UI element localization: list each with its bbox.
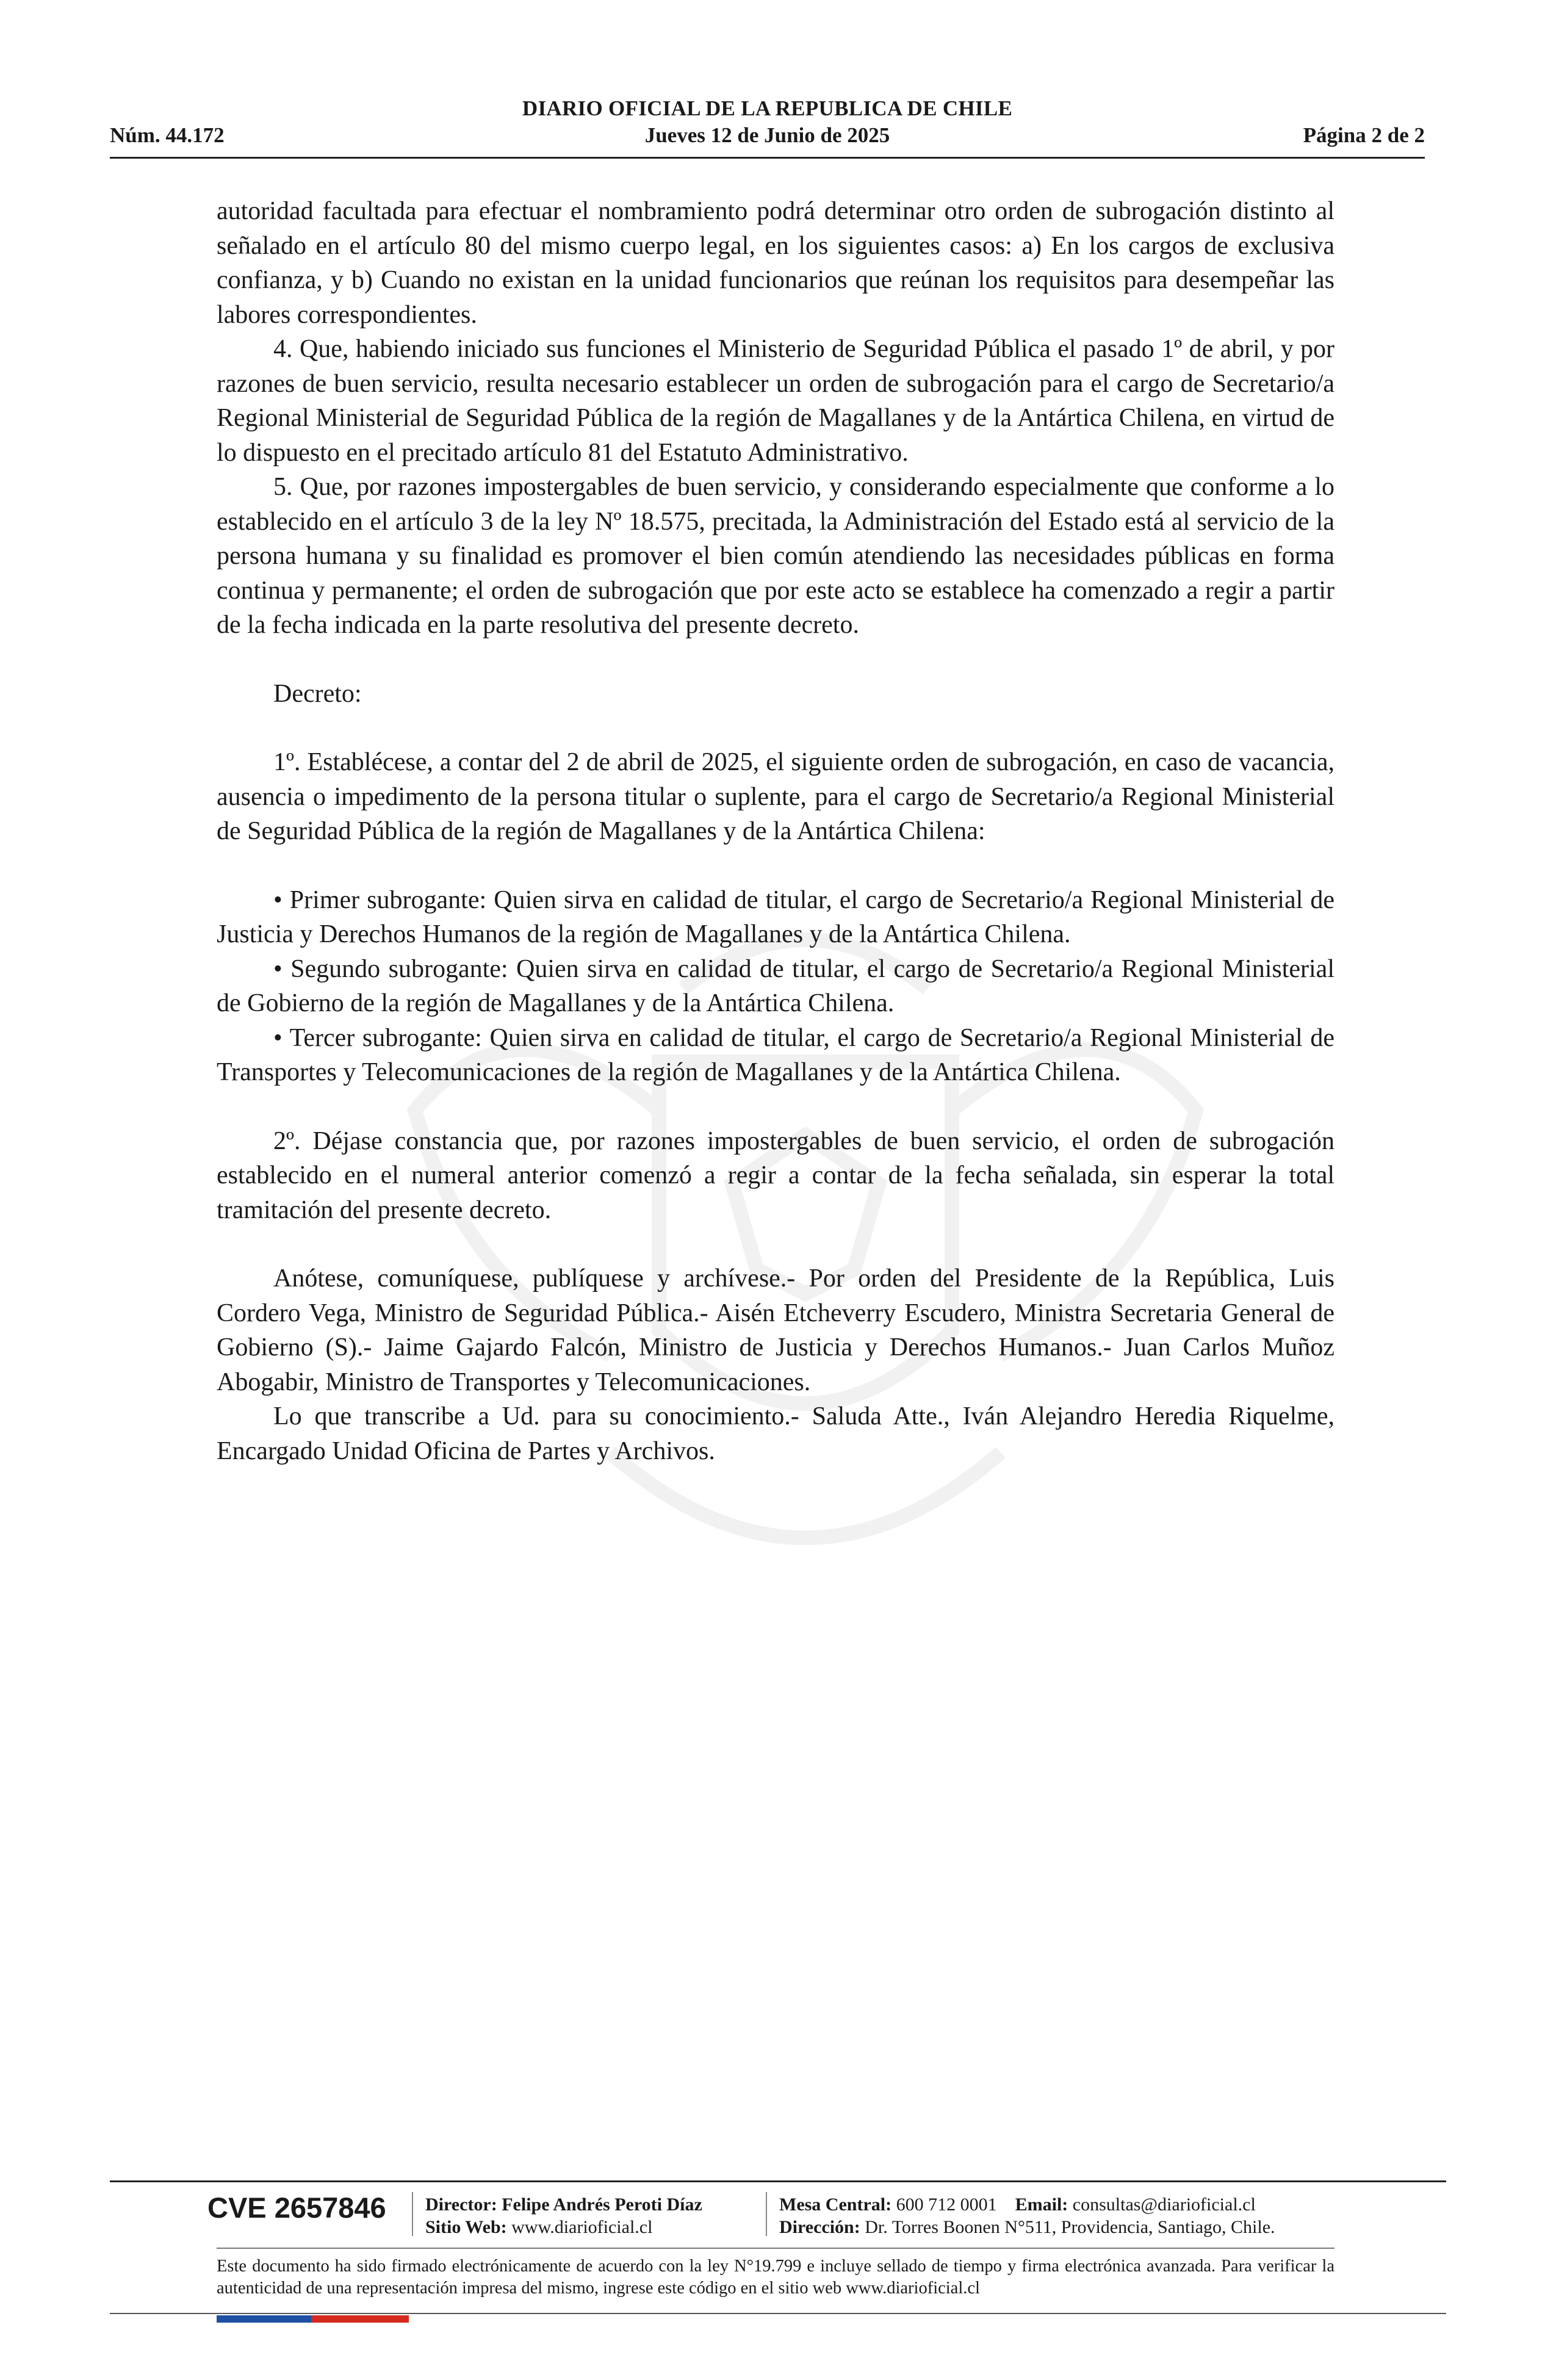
footer-separator <box>412 2192 413 2236</box>
subrogante-3: • Tercer subrogante: Quien sirva en calidad de titular, el cargo de Secretario/a Regional Ministerial de Transportes y Telecomunicaciones de la región de Magallanes y de la Antártica Chilena. <box>217 1023 1334 1086</box>
flag-stripe-red <box>311 2315 409 2323</box>
mesa-central-label: Mesa Central: <box>779 2194 892 2215</box>
article-2: 2º. Déjase constancia que, por razones impostergables de buen servicio, el orden de subrogación establecido en el numeral anterior comenzó a regir a contar de la fecha señalada, sin esperar la total tramitación del presente decreto. <box>217 1127 1334 1224</box>
address-value: Dr. Torres Boonen N°511, Providencia, Santiago, Chile. <box>865 2217 1275 2237</box>
website-label: Sitio Web: <box>425 2217 507 2237</box>
footer-divider <box>110 2313 1446 2314</box>
email-link[interactable]: consultas@diarioficial.cl <box>1072 2194 1256 2215</box>
mesa-central-phone: 600 712 0001 <box>896 2194 997 2215</box>
newspaper-title: DIARIO OFICIAL DE LA REPUBLICA DE CHILE <box>522 96 1013 120</box>
director-name: Felipe Andrés Peroti Díaz <box>502 2194 702 2215</box>
page-header <box>110 93 1425 159</box>
email-label: Email: <box>1015 2194 1068 2215</box>
signatures-paragraph: Anótese, comuníquese, publíquese y archívese.- Por orden del Presidente de la República, Luis Cordero Vega, Ministro de Seguridad Pública.- Aisén Etcheverry Escudero, Ministra Secretaria General de Gobierno (S).- Jaime Gajardo Falcón, Ministro de Justicia y Derechos Humanos.- Juan Carlos Muñoz Abogabir, Ministro de Transportes y Telecomunicaciones. <box>217 1264 1334 1396</box>
footer-separator <box>766 2192 767 2236</box>
paragraph-continuation: autoridad facultada para efectuar el nombramiento podrá determinar otro orden de subrogación distinto al señalado en el artículo 80 del mismo cuerpo legal, en los siguientes casos: a) En los cargos de exclusiva confianza, y b) Cuando no existan en la unidad funcionarios que reúnan los requisitos para desempeñar las labores correspondientes. <box>217 197 1334 329</box>
director-label: Director: <box>425 2194 497 2215</box>
footer-divider <box>217 2248 1334 2249</box>
decreto-heading: Decreto: <box>273 679 362 708</box>
footer-divider <box>110 2180 1446 2182</box>
page-indicator: Página 2 de 2 <box>1303 123 1425 147</box>
closing-paragraph: Lo que transcribe a Ud. para su conocimiento.- Saluda Atte., Iván Alejandro Heredia Riquelme, Encargado Unidad Oficina de Partes y Archivos. <box>217 1402 1334 1465</box>
legal-notice: Este documento ha sido firmado electrónicamente de acuerdo con la ley N°19.799 e incluye sellado de tiempo y firma electrónica avanzada. Para verificar la autenticidad de una representación impresa del mismo, ingrese este código en el sitio web www.diarioficial.cl <box>217 2257 1334 2298</box>
subrogante-1: • Primer subrogante: Quien sirva en calidad de titular, el cargo de Secretario/a Regional Ministerial de Justicia y Derechos Humanos de la región de Magallanes y de la Antártica Chilena. <box>217 885 1334 948</box>
footer-contact-block <box>779 2193 1275 2238</box>
cve-code: CVE 2657846 <box>207 2191 386 2224</box>
issue-date: Jueves 12 de Junio de 2025 <box>644 123 890 147</box>
issue-number: Núm. 44.172 <box>110 123 225 147</box>
paragraph-considerando-5: 5. Que, por razones impostergables de buen servicio, y considerando especialmente que conforme a lo establecido en el artículo 3 de la ley Nº 18.575, precitada, la Administración del Estado está al servicio de la persona humana y su finalidad es promover el bien común atendiendo las necesidades públicas en forma continua y permanente; el orden de subrogación que por este acto se establece ha comenzado a regir a partir de la fecha indicada en la parte resolutiva del presente decreto. <box>217 473 1334 639</box>
website-link[interactable]: www.diarioficial.cl <box>511 2217 653 2237</box>
document-body <box>217 194 1334 1468</box>
flag-stripe-blue <box>217 2315 311 2323</box>
footer-director-block <box>425 2193 702 2238</box>
subrogante-2: • Segundo subrogante: Quien sirva en calidad de titular, el cargo de Secretario/a Regional Ministerial de Gobierno de la región de Magallanes y de la Antártica Chilena. <box>217 954 1334 1017</box>
paragraph-considerando-4: 4. Que, habiendo iniciado sus funciones el Ministerio de Seguridad Pública el pasado 1º de abril, y por razones de buen servicio, resulta necesario establecer un orden de subrogación para el cargo de Secretario/a Regional Ministerial de Seguridad Pública de la región de Magallanes y de la Antártica Chilena, en virtud de lo dispuesto en el precitado artículo 81 del Estatuto Administrativo. <box>217 335 1334 467</box>
article-1: 1º. Establécese, a contar del 2 de abril de 2025, el siguiente orden de subrogación, en caso de vacancia, ausencia o impedimento de la persona titular o suplente, para el cargo de Secretario/a Regional Ministerial de Seguridad Pública de la región de Magallanes y de la Antártica Chilena: <box>217 748 1334 845</box>
address-label: Dirección: <box>779 2217 860 2237</box>
